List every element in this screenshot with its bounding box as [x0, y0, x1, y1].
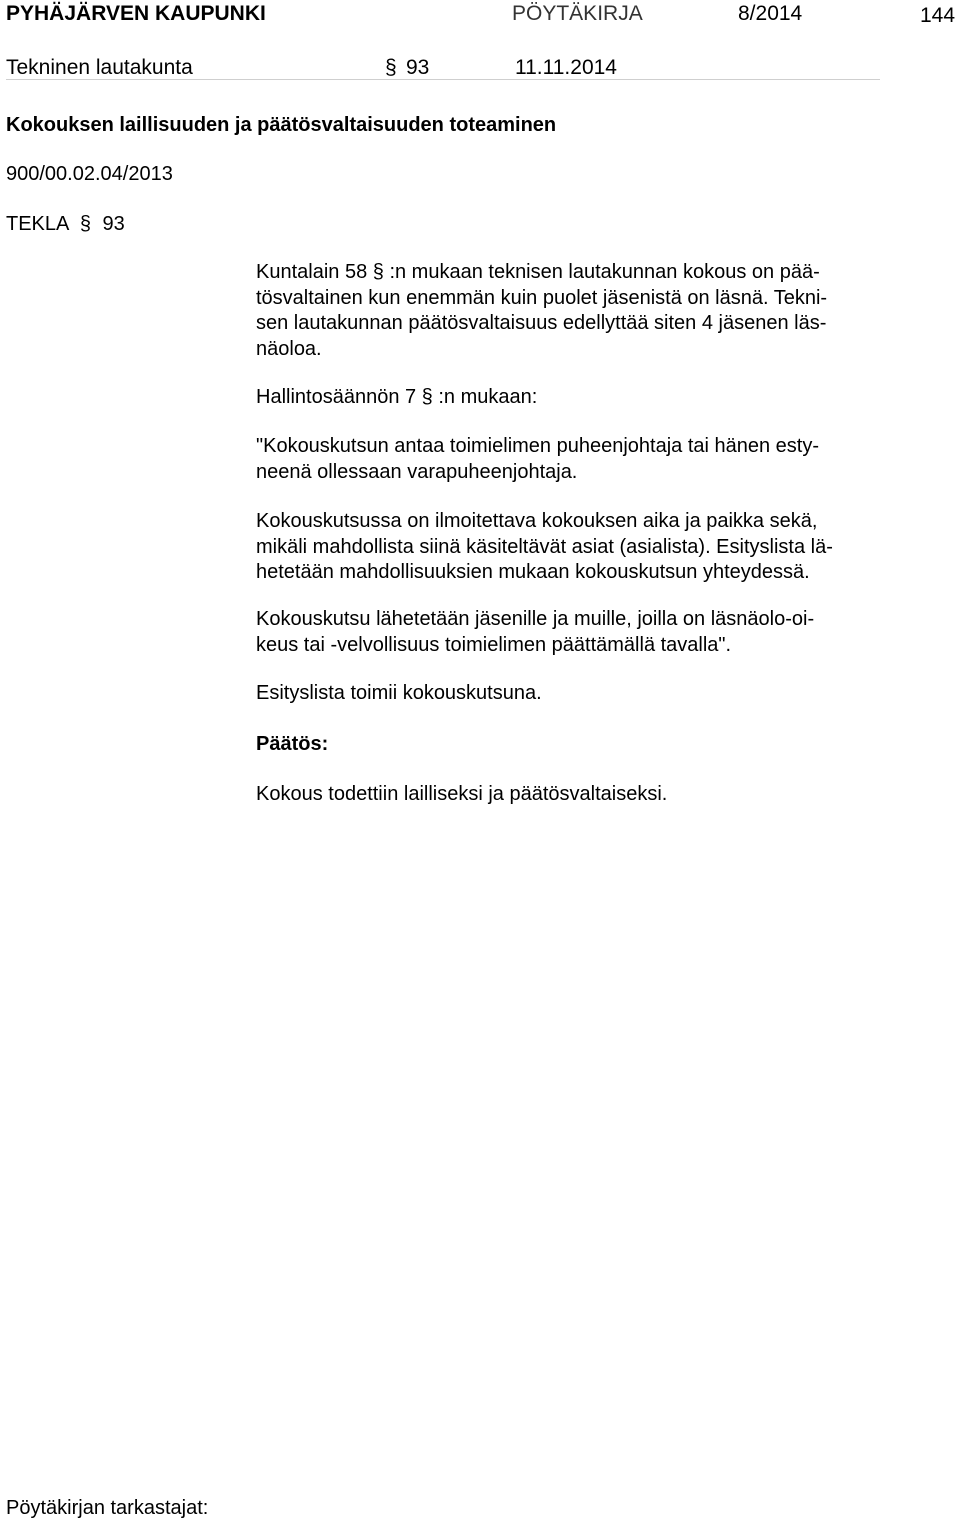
text-line: neenä ollessaan varapuheenjohtaja.: [256, 460, 578, 483]
text-line: sen lautakunnan päätösvaltaisuus edellyttää siten 4 jäsenen läs-: [256, 312, 827, 334]
case-number: 93: [102, 213, 125, 235]
paragraph-rules-reference: [256, 385, 876, 411]
text-line: Esityslista toimii kokouskutsuna.: [256, 682, 542, 704]
paragraph-distribution: [256, 607, 876, 658]
meeting-date: 11.11.2014: [515, 56, 617, 79]
text-line: mikäli mahdollista siinä käsiteltävät asiat (asialista). Esityslista lä-: [256, 535, 833, 558]
section-number: 93: [406, 56, 430, 79]
text-line: "Kokouskutsun antaa toimielimen puheenjohtaja tai hänen esty-: [256, 435, 820, 457]
decision-label: Päätös:: [256, 733, 329, 755]
committee-name: Tekninen lautakunta: [6, 56, 193, 79]
document-number: 8/2014: [738, 2, 803, 25]
text-line: keus tai -velvollisuus toimielimen päättämällä tavalla".: [256, 633, 732, 656]
text-line: näoloa.: [256, 337, 322, 360]
reviewers-label: Pöytäkirjan tarkastajat:: [6, 1497, 209, 1519]
text-line: Hallintosäännön 7 § :n mukaan:: [256, 386, 538, 408]
organization-name: PYHÄJÄRVEN KAUPUNKI: [6, 2, 266, 25]
header-divider: [6, 79, 880, 80]
text-line: tösvaltainen kun enemmän kuin puolet jäsenistä on läsnä. Tekni-: [256, 286, 828, 309]
paragraph-legal-basis: [256, 260, 876, 362]
page-number: 144: [920, 4, 956, 27]
case-label: [6, 212, 125, 236]
paragraph-agenda: [256, 509, 876, 586]
text-line: hetetään mahdollisuuksien mukaan kokouskutsun yhteydessä.: [256, 561, 810, 583]
text-line: Kuntalain 58 § :n mukaan teknisen lautakunnan kokous on pää-: [256, 261, 820, 283]
document-type: PÖYTÄKIRJA: [512, 2, 643, 25]
text-line: Kokouskutsu lähetetään jäsenille ja muille, joilla on läsnäolo-oi-: [256, 608, 815, 630]
paragraph-invitation: [256, 434, 876, 485]
section-symbol: §: [385, 56, 397, 79]
item-title: Kokouksen laillisuuden ja päätösvaltaisuuden toteaminen: [6, 114, 557, 136]
decision-text: Kokous todettiin lailliseksi ja päätösvaltaiseksi.: [256, 783, 668, 805]
case-label-text: TEKLA: [6, 213, 69, 235]
text-line: Kokouskutsussa on ilmoitettava kokouksen aika ja paikka sekä,: [256, 510, 818, 532]
paragraph-agenda-as-invitation: [256, 681, 876, 707]
item-reference: 900/00.02.04/2013: [6, 163, 173, 185]
case-section-symbol: §: [79, 213, 91, 235]
